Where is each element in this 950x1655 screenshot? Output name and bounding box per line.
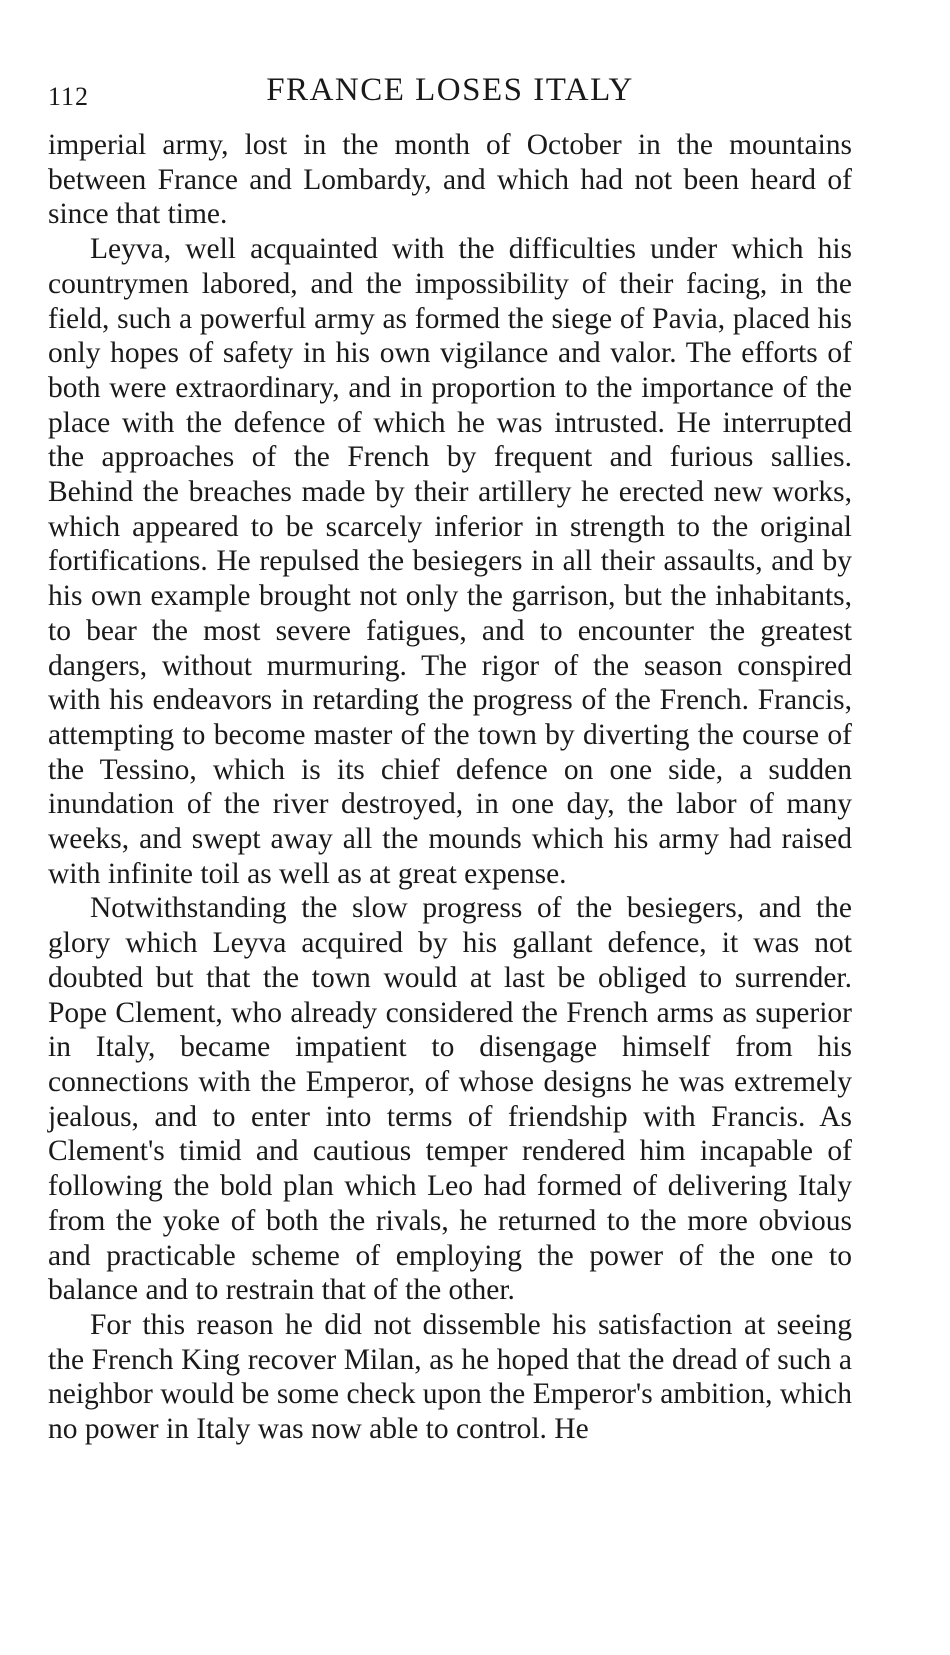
paragraph-for-this-reason: For this reason he did not dissemble his satisfaction at seeing the French King recover Milan, as he hoped that the dread of such a neighbor would be some check upon the Emperor's ambition, which no power in Italy was now able to control. He [48,1308,852,1446]
running-head [48,72,852,116]
page-number: 112 [48,82,90,111]
running-title: FRANCE LOSES ITALY [266,72,634,108]
body-text [48,128,852,1447]
paragraph-leyva: Leyva, well acquainted with the difficulties under which his countrymen labored, and the impossibility of their facing, in the field, such a powerful army as formed the siege of Pavia, placed his only hopes of safety in his own vigilance and valor. The efforts of both were extraordinary, and in proportion to the importance of the place with the defence of which he was intrusted. He interrupted the approaches of the French by frequent and furious sallies. Behind the breaches made by their artillery he erected new works, which appeared to be scarcely inferior in strength to the original fortifications. He repulsed the besiegers in all their assaults, and by his own example brought not only the garrison, but the inhabitants, to bear the most severe fatigues, and to encounter the greatest dangers, without murmuring. The rigor of the season conspired with his endeavors in retarding the progress of the French. Francis, attempting to become master of the town by diverting the course of the Tessino, which is its chief defence on one side, a sudden inundation of the river destroyed, in one day, the labor of many weeks, and swept away all the mounds which his army had raised with infinite toil as well as at great expense. [48,233,852,890]
paragraph-continued: imperial army, lost in the month of October in the mountains between France and Lombardy, and which had not been heard of since that time. [48,129,852,231]
paragraph-notwithstanding: Notwithstanding the slow progress of the besiegers, and the glory which Leyva acquired by his gallant defence, it was not doubted but that the town would at last be obliged to surrender. Pope Clement, who already considered the French arms as superior in Italy, became impatient to disengage himself from his connections with the Emperor, of whose designs he was extremely jealous, and to enter into terms of friendship with Francis. As Clement's timid and cautious temper rendered him incapable of following the bold plan which Leo had formed of delivering Italy from the yoke of both the rivals, he returned to the more obvious and practicable scheme of employing the power of the one to balance and to restrain that of the other. [48,892,852,1307]
